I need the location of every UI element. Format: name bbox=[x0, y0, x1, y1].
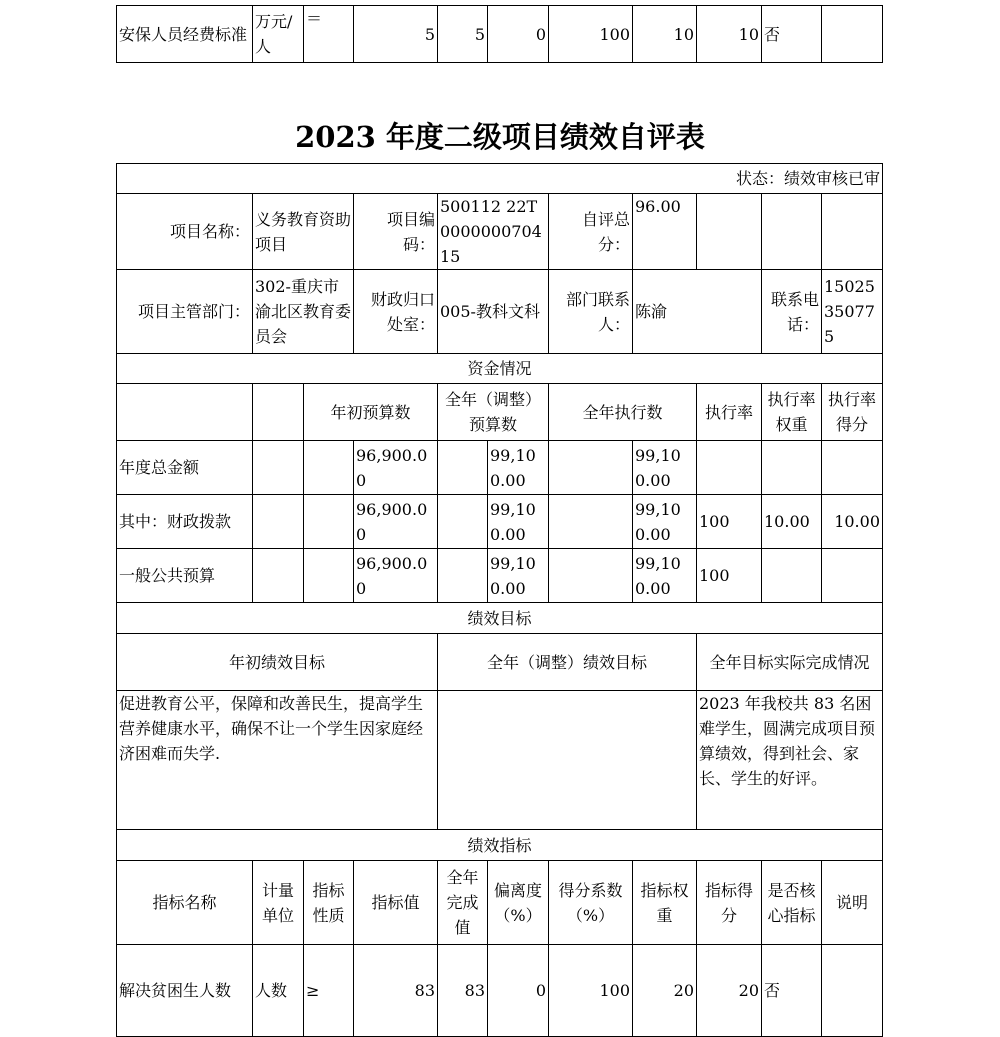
goals-content-row bbox=[117, 691, 883, 830]
goals-section-row bbox=[117, 603, 883, 634]
rate-header: 执行率 bbox=[697, 384, 762, 441]
indicator-score: 20 bbox=[697, 945, 762, 1037]
core-header: 是否核心指标 bbox=[762, 861, 822, 945]
fund-score bbox=[822, 441, 883, 495]
project-code: 500112 22T000000070415 bbox=[438, 194, 549, 270]
deviation-header: 偏离度（%） bbox=[488, 861, 549, 945]
indicator-unit: 人数 bbox=[253, 945, 304, 1037]
indicator-note bbox=[822, 945, 883, 1037]
table-row bbox=[117, 441, 883, 495]
indicator-note bbox=[822, 6, 883, 63]
indicators-section-title: 绩效指标 bbox=[117, 830, 883, 861]
finance-label: 财政归口处室： bbox=[354, 270, 438, 354]
empty-cell bbox=[822, 194, 883, 270]
empty-cell bbox=[762, 194, 822, 270]
info-row-2 bbox=[117, 270, 883, 354]
dept: 302-重庆市渝北区教育委员会 bbox=[253, 270, 354, 354]
fund-adjusted: 99,100.00 bbox=[488, 549, 549, 603]
indicators-section-row bbox=[117, 830, 883, 861]
empty-cell bbox=[438, 441, 488, 495]
indicator-name: 解决贫困生人数 bbox=[117, 945, 253, 1037]
indicator-weight: 10 bbox=[633, 6, 697, 63]
previous-indicator-table bbox=[116, 5, 883, 63]
adjusted-goal-header: 全年（调整）绩效目标 bbox=[438, 634, 697, 691]
empty-cell bbox=[549, 495, 633, 549]
indicator-target: 5 bbox=[354, 6, 438, 63]
funds-section-title: 资金情况 bbox=[117, 354, 883, 384]
initial-budget-header: 年初预算数 bbox=[304, 384, 438, 441]
fund-initial: 96,900.00 bbox=[354, 495, 438, 549]
status-text: 状态：绩效审核已审 bbox=[117, 164, 883, 194]
finance: 005-教科文科 bbox=[438, 270, 549, 354]
contact: 陈渝 bbox=[633, 270, 762, 354]
table-row bbox=[117, 549, 883, 603]
unit-header: 计量单位 bbox=[253, 861, 304, 945]
fund-label: 其中：财政拨款 bbox=[117, 495, 253, 549]
self-evaluation-table bbox=[116, 163, 883, 1037]
funds-section-row bbox=[117, 354, 883, 384]
name-header: 指标名称 bbox=[117, 861, 253, 945]
value-header: 指标值 bbox=[354, 861, 438, 945]
indicator-completion: 5 bbox=[438, 6, 488, 63]
rate-score-header: 执行率得分 bbox=[822, 384, 883, 441]
goals-header-row bbox=[117, 634, 883, 691]
initial-goal-header: 年初绩效目标 bbox=[117, 634, 438, 691]
fund-label: 年度总金额 bbox=[117, 441, 253, 495]
fund-executed: 99,100.00 bbox=[633, 549, 697, 603]
fund-executed: 99,100.00 bbox=[633, 441, 697, 495]
empty-cell bbox=[438, 495, 488, 549]
initial-goal: 促进教育公平，保障和改善民生，提高学生营养健康水平，确保不让一个学生因家庭经济困难而失学. bbox=[117, 691, 438, 830]
empty-cell bbox=[304, 441, 354, 495]
indicator-value: 83 bbox=[354, 945, 438, 1037]
fund-score bbox=[822, 549, 883, 603]
completion-header: 全年完成值 bbox=[438, 861, 488, 945]
project-name: 义务教育资助项目 bbox=[253, 194, 354, 270]
indicator-coef: 100 bbox=[549, 945, 633, 1037]
fund-adjusted: 99,100.00 bbox=[488, 495, 549, 549]
empty-cell bbox=[438, 549, 488, 603]
empty-cell bbox=[549, 549, 633, 603]
fund-rate: 100 bbox=[697, 549, 762, 603]
nature-header: 指标性质 bbox=[304, 861, 354, 945]
empty-cell bbox=[253, 384, 304, 441]
indicator-completion: 83 bbox=[438, 945, 488, 1037]
fund-initial: 96,900.00 bbox=[354, 441, 438, 495]
indicator-coef: 100 bbox=[549, 6, 633, 63]
fund-weight bbox=[762, 549, 822, 603]
empty-cell bbox=[304, 549, 354, 603]
fund-initial: 96,900.00 bbox=[354, 549, 438, 603]
rate-weight-header: 执行率权重 bbox=[762, 384, 822, 441]
empty-cell bbox=[697, 194, 762, 270]
score-header: 指标得分 bbox=[697, 861, 762, 945]
contact-label: 部门联系人： bbox=[549, 270, 633, 354]
self-score-label: 自评总分： bbox=[549, 194, 633, 270]
phone-label: 联系电话： bbox=[762, 270, 822, 354]
empty-cell bbox=[253, 495, 304, 549]
goals-section-title: 绩效目标 bbox=[117, 603, 883, 634]
fund-weight bbox=[762, 441, 822, 495]
project-name-label: 项目名称： bbox=[117, 194, 253, 270]
self-score: 96.00 bbox=[633, 194, 697, 270]
project-code-label: 项目编码： bbox=[354, 194, 438, 270]
empty-cell bbox=[304, 495, 354, 549]
adjusted-budget-header: 全年（调整）预算数 bbox=[438, 384, 549, 441]
indicator-unit: 万元/人 bbox=[253, 6, 304, 63]
executed-header: 全年执行数 bbox=[549, 384, 697, 441]
indicator-score: 10 bbox=[697, 6, 762, 63]
fund-adjusted: 99,100.00 bbox=[488, 441, 549, 495]
fund-weight: 10.00 bbox=[762, 495, 822, 549]
indicator-weight: 20 bbox=[633, 945, 697, 1037]
indicator-deviation: 0 bbox=[488, 945, 549, 1037]
indicator-core: 否 bbox=[762, 6, 822, 63]
empty-cell bbox=[253, 441, 304, 495]
fund-score: 10.00 bbox=[822, 495, 883, 549]
empty-cell bbox=[253, 549, 304, 603]
indicator-core: 否 bbox=[762, 945, 822, 1037]
fund-rate bbox=[697, 441, 762, 495]
weight-header: 指标权重 bbox=[633, 861, 697, 945]
table-row bbox=[117, 495, 883, 549]
funds-header-row bbox=[117, 384, 883, 441]
info-row-1 bbox=[117, 194, 883, 270]
page-title: 2023 年度二级项目绩效自评表 bbox=[295, 120, 705, 154]
indicator-name: 安保人员经费标准 bbox=[117, 6, 253, 63]
empty-cell bbox=[549, 441, 633, 495]
table-row bbox=[117, 6, 883, 63]
table-row bbox=[117, 945, 883, 1037]
status-row bbox=[117, 164, 883, 194]
indicators-header-row bbox=[117, 861, 883, 945]
fund-rate: 100 bbox=[697, 495, 762, 549]
actual-goal-header: 全年目标实际完成情况 bbox=[697, 634, 883, 691]
phone: 15025350775 bbox=[822, 270, 883, 354]
fund-executed: 99,100.00 bbox=[633, 495, 697, 549]
note-header: 说明 bbox=[822, 861, 883, 945]
coef-header: 得分系数（%） bbox=[549, 861, 633, 945]
dept-label: 项目主管部门： bbox=[117, 270, 253, 354]
adjusted-goal bbox=[438, 691, 697, 830]
indicator-deviation: 0 bbox=[488, 6, 549, 63]
actual-goal: 2023 年我校共 83 名困难学生，圆满完成项目预算绩效，得到社会、家长、学生的好评。 bbox=[697, 691, 883, 830]
indicator-nature: ＝ bbox=[304, 6, 354, 63]
fund-label: 一般公共预算 bbox=[117, 549, 253, 603]
empty-cell bbox=[117, 384, 253, 441]
indicator-nature: ≥ bbox=[304, 945, 354, 1037]
